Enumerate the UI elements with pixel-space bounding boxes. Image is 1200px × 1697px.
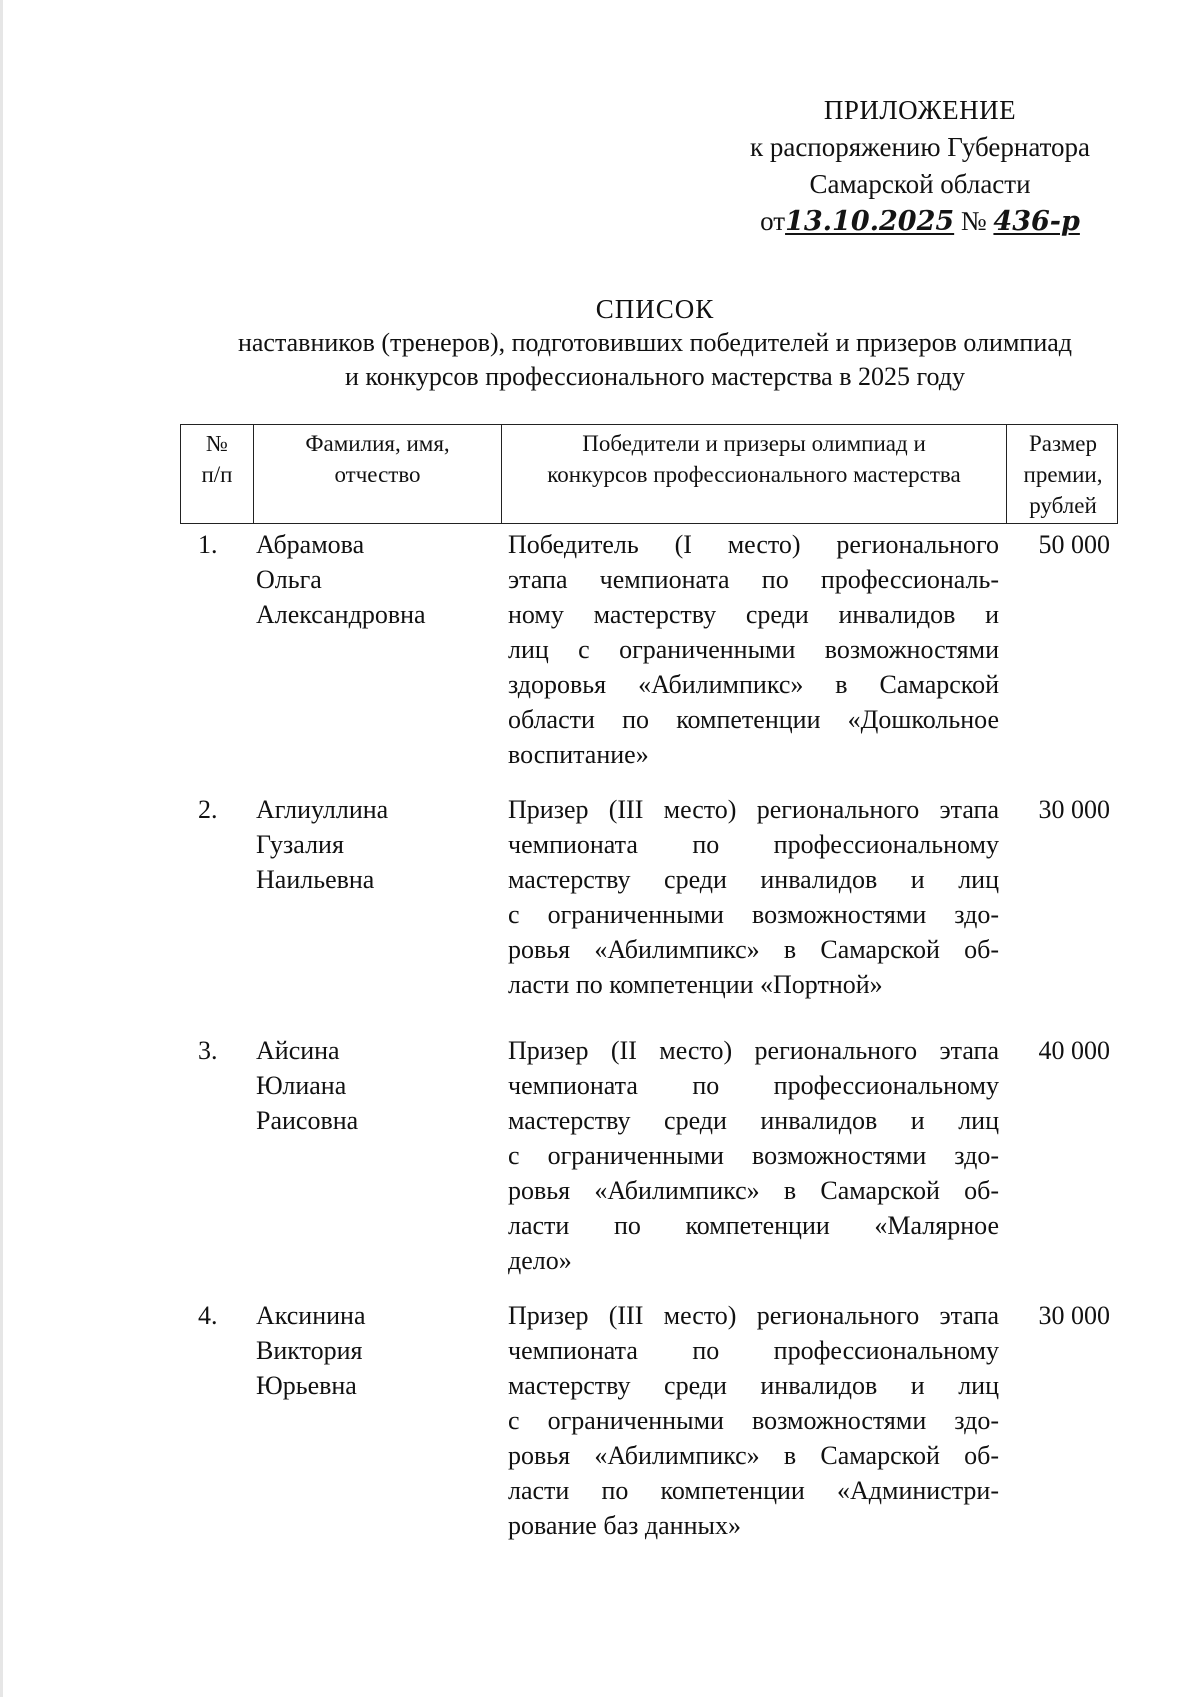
description-line: чемпионата по профессиональному	[508, 1336, 999, 1365]
list-subtitle-line-2: и конкурсов профессионального мастерства в 2025 году	[344, 362, 965, 391]
header-text: №	[206, 431, 228, 456]
description-line: с ограниченными возможностями здо-	[508, 1406, 999, 1435]
achievement-description	[500, 1033, 1005, 1278]
row-number: 2.	[198, 795, 218, 824]
list-title: СПИСОК	[595, 294, 715, 324]
mentor-name	[252, 527, 500, 772]
description-line: ласти по компетенции «Администри-	[508, 1476, 999, 1505]
description-line: ровья «Абилимпикс» в Самарской об-	[508, 935, 999, 964]
number-sign: №	[960, 206, 987, 236]
description-line: рование баз данных»	[508, 1511, 741, 1540]
description-line: лиц с ограниченными возможностями	[508, 635, 999, 664]
list-heading	[200, 292, 1110, 394]
description-line: с ограниченными возможностями здо-	[508, 900, 999, 929]
first-name: Виктория	[256, 1336, 363, 1365]
header-text: Фамилия, имя,	[305, 431, 450, 456]
patronymic: Александровна	[256, 600, 426, 629]
patronymic: Наильевна	[256, 865, 375, 894]
achievement-description	[500, 792, 1005, 1033]
header-cell-name	[253, 425, 501, 523]
scan-edge	[0, 0, 3, 1697]
surname: Аксинина	[256, 1301, 366, 1330]
description-line: ровья «Абилимпикс» в Самарской об-	[508, 1176, 999, 1205]
description-line: мастерству среди инвалидов и лиц	[508, 865, 999, 894]
header-cell-winners	[501, 425, 1006, 523]
row-number: 3.	[198, 1036, 218, 1065]
description-line: Призер (II место) регионального этапа	[508, 1036, 999, 1065]
appendix-line-1: к распоряжению Губернатора	[749, 132, 1091, 162]
date-prefix: от	[760, 206, 786, 236]
header-text: п/п	[201, 462, 233, 487]
achievement-description	[500, 527, 1005, 772]
mentor-name	[252, 792, 500, 1033]
table-row	[180, 1298, 1118, 1543]
handwritten-number: 436-р	[993, 206, 1080, 237]
description-line: ласти по компетенции «Малярное	[508, 1211, 999, 1240]
header-cell-amount	[1006, 425, 1119, 523]
appendix-line-2: Самарской области	[809, 169, 1031, 199]
description-line: мастерству среди инвалидов и лиц	[508, 1106, 999, 1135]
appendix-block	[720, 92, 1120, 240]
first-name: Ольга	[256, 565, 322, 594]
description-line: мастерству среди инвалидов и лиц	[508, 1371, 999, 1400]
award-amount: 30 000	[1038, 1301, 1110, 1330]
description-line: чемпионата по профессиональному	[508, 1071, 999, 1100]
header-text: Победители и призеры олимпиад и	[582, 431, 926, 456]
header-text: отчество	[334, 462, 421, 487]
description-line: Победитель (I место) регионального	[508, 530, 999, 559]
description-line: ровья «Абилимпикс» в Самарской об-	[508, 1441, 999, 1470]
award-amount: 50 000	[1038, 530, 1110, 559]
surname: Аглиуллина	[256, 795, 389, 824]
description-line: Призер (III место) регионального этапа	[508, 795, 999, 824]
list-subtitle-line-1: наставников (тренеров), подготовивших победителей и призеров олимпиад	[237, 328, 1073, 357]
award-amount: 40 000	[1038, 1036, 1110, 1065]
description-line: области по компетенции «Дошкольное	[508, 705, 999, 734]
row-number: 1.	[198, 530, 218, 559]
header-text: конкурсов профессионального мастерства	[547, 462, 961, 487]
description-line: воспитание»	[508, 740, 649, 769]
award-amount: 30 000	[1038, 795, 1110, 824]
table-row	[180, 527, 1118, 768]
description-line: чемпионата по профессиональному	[508, 830, 999, 859]
patronymic: Юрьевна	[256, 1371, 357, 1400]
description-line: дело»	[508, 1246, 572, 1275]
first-name: Гузалия	[256, 830, 344, 859]
description-line: здоровья «Абилимпикс» в Самарской	[508, 670, 999, 699]
table-row	[180, 792, 1118, 1033]
handwritten-date: 13.10.2025	[785, 206, 955, 237]
description-line: с ограниченными возможностями здо-	[508, 1141, 999, 1170]
patronymic: Раисовна	[256, 1106, 359, 1135]
table-row	[180, 1033, 1118, 1274]
awards-table	[180, 424, 1118, 1543]
header-text: рублей	[1029, 493, 1097, 518]
mentor-name	[252, 1298, 500, 1543]
achievement-description	[500, 1298, 1005, 1543]
row-number: 4.	[198, 1301, 218, 1330]
table-header	[180, 424, 1118, 524]
header-text: Размер	[1028, 431, 1098, 456]
first-name: Юлиана	[256, 1071, 347, 1100]
description-line: этапа чемпионата по профессиональ-	[508, 565, 999, 594]
header-text: премии,	[1023, 462, 1103, 487]
header-cell-number	[181, 425, 253, 523]
surname: Абрамова	[256, 530, 365, 559]
description-line: ласти по компетенции «Портной»	[508, 970, 883, 999]
description-line: ному мастерству среди инвалидов и	[508, 600, 999, 629]
description-line: Призер (III место) регионального этапа	[508, 1301, 999, 1330]
appendix-reference	[720, 203, 1120, 240]
mentor-name	[252, 1033, 500, 1278]
surname: Айсина	[256, 1036, 340, 1065]
appendix-title: ПРИЛОЖЕНИЕ	[823, 95, 1017, 125]
